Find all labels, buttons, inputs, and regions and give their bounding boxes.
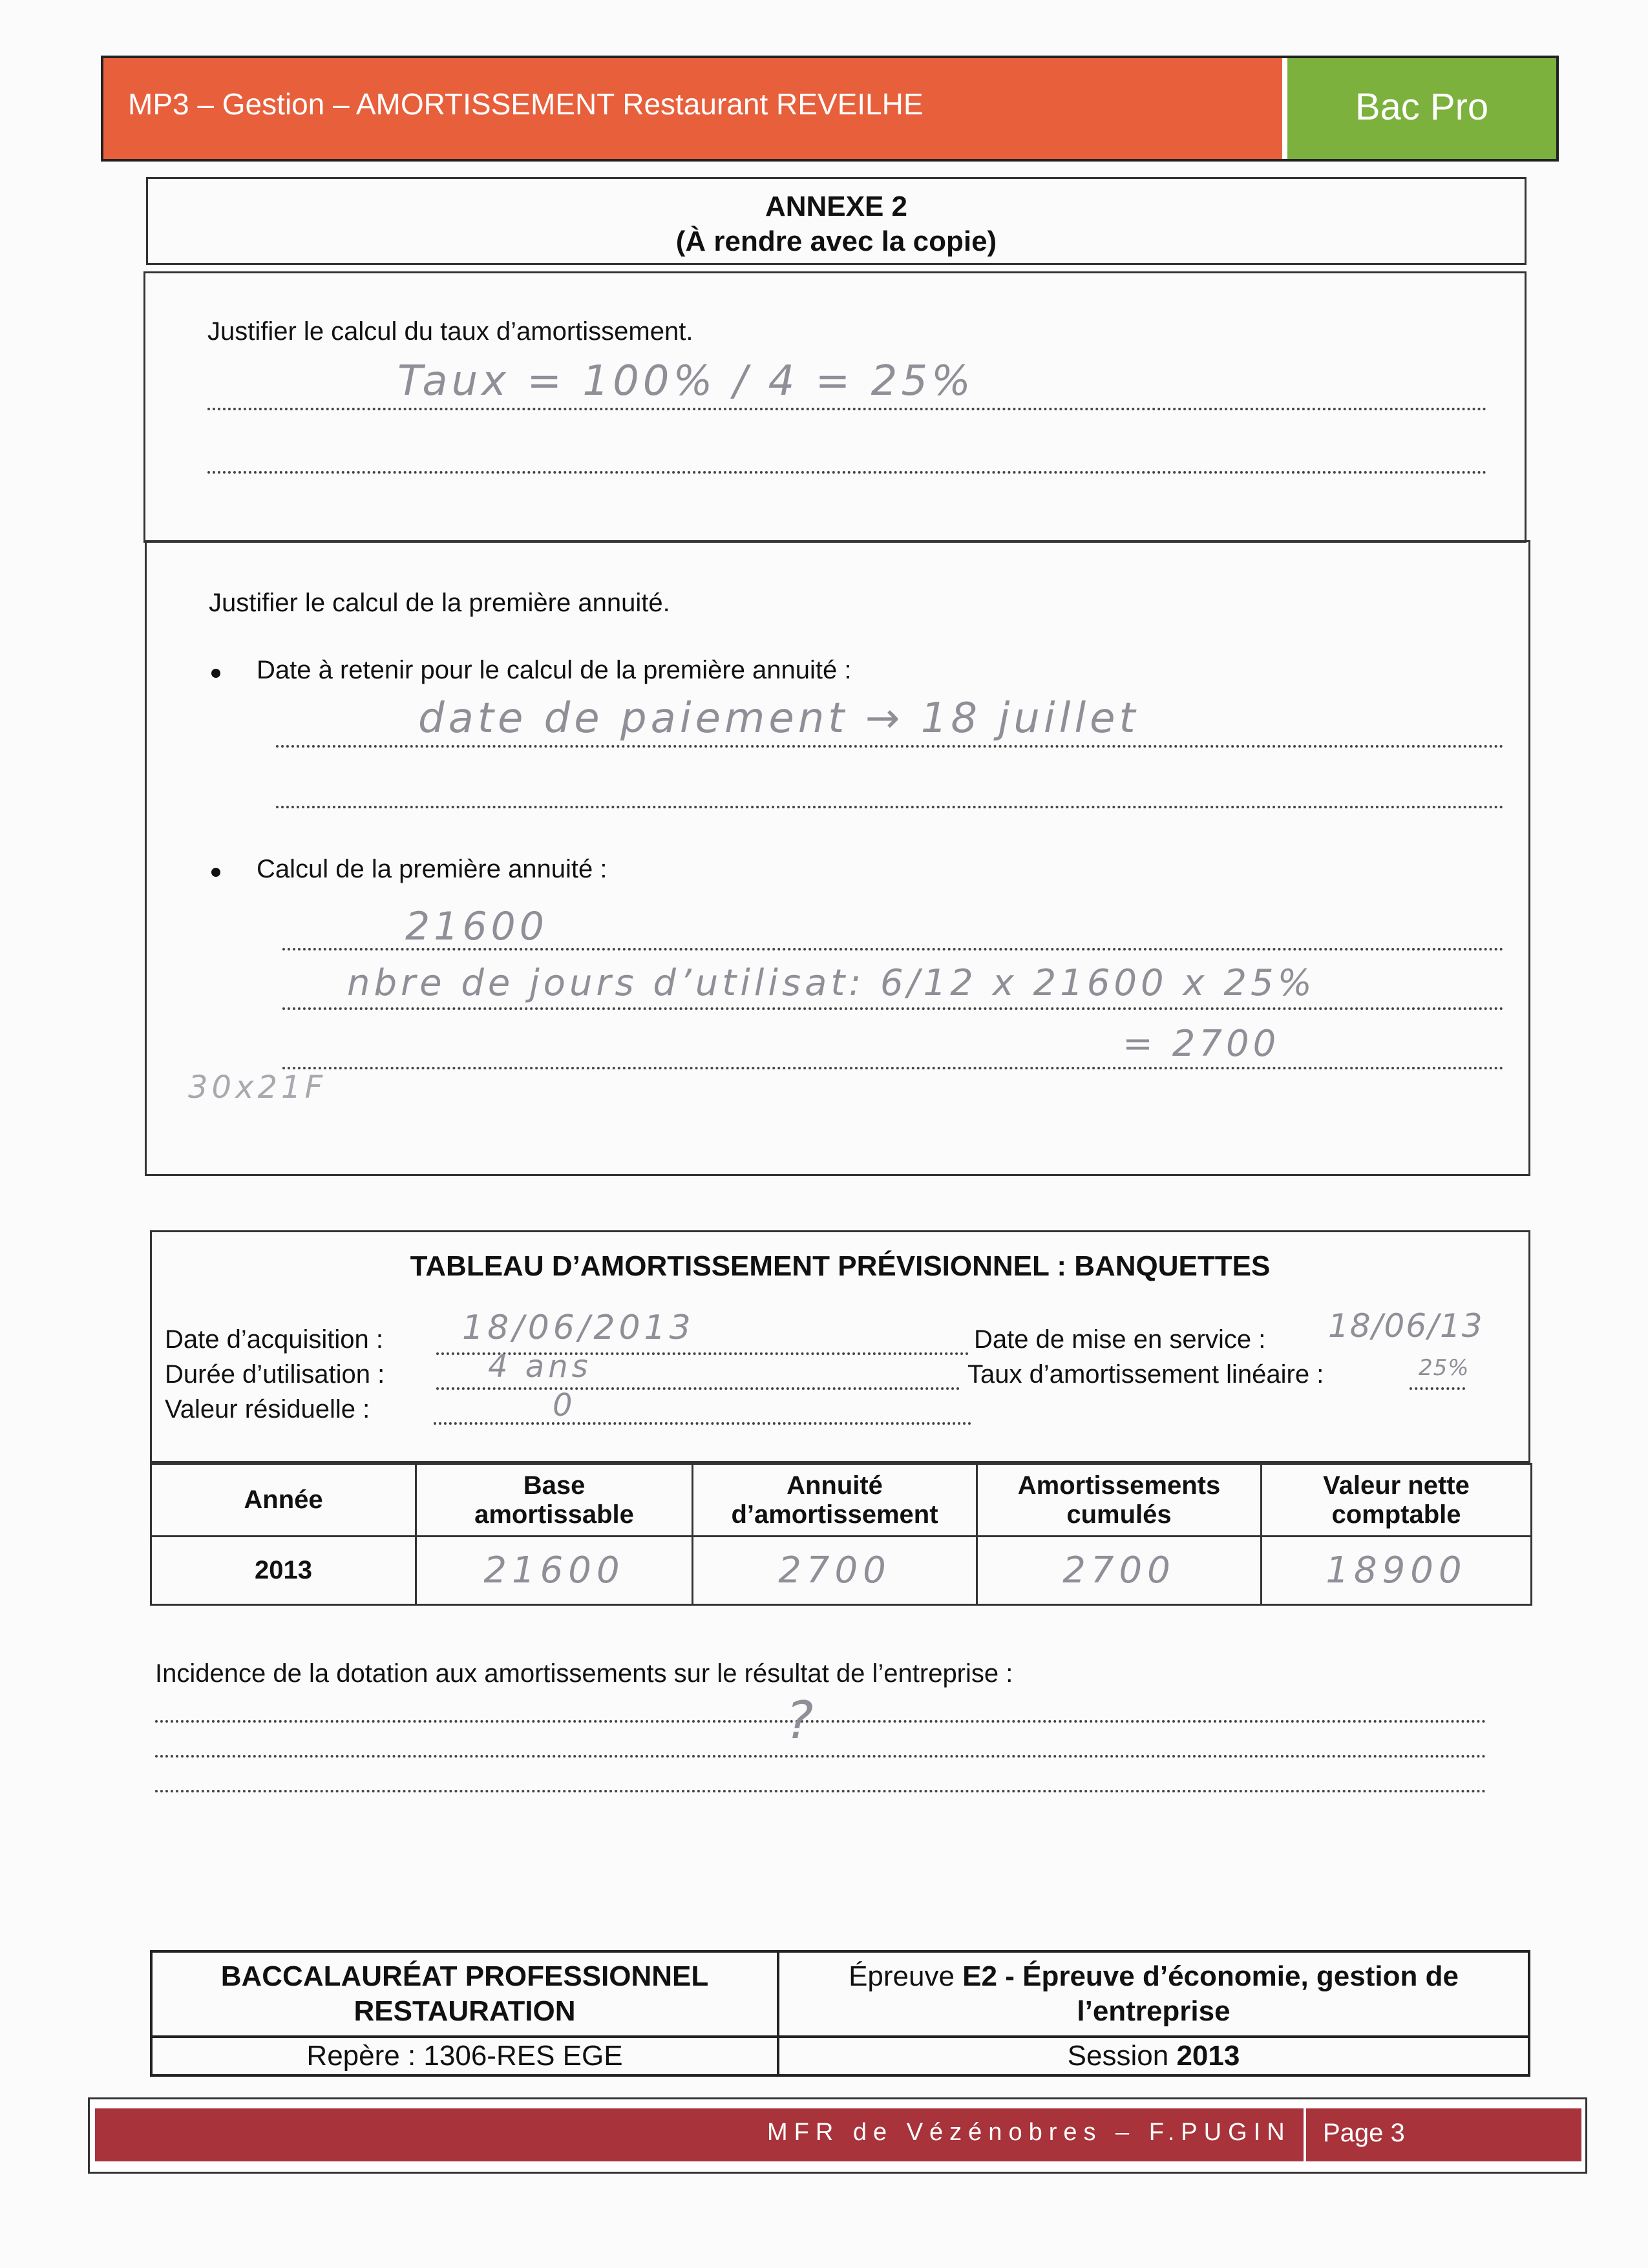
taux-section [143,271,1527,543]
answer-line [155,1720,1486,1723]
repere-cell [151,2037,778,2075]
session-year: 2013 [1176,2040,1240,2072]
tableau-info-box [150,1230,1530,1463]
answer-line [276,745,1504,748]
date-acquisition-label: Date d’acquisition : [165,1325,383,1354]
answer-line [155,1790,1486,1792]
answer-line [207,408,1487,410]
answer-line [282,1007,1504,1010]
calc-handwritten-line-3: = 2700 [1123,1023,1280,1065]
taux-prompt: Justifier le calcul du taux d’amortissement. [207,317,693,346]
date-service-value: 18/06/13 [1328,1307,1484,1345]
document-footer [88,2097,1587,2174]
date-handwritten-answer: date de paiement → 18 juillet [418,695,1139,742]
answer-line [282,1067,1504,1069]
tableau-title: TABLEAU D’AMORTISSEMENT PRÉVISIONNEL : BANQUETTES [410,1250,1271,1282]
footer-school: MFR de Vézénobres – F.PUGIN [767,2119,1291,2146]
duree-label: Durée d’utilisation : [165,1360,385,1389]
table-cell-vnc: 18900 [1262,1537,1532,1605]
valeur-residuelle-label: Valeur résiduelle : [165,1395,370,1423]
epreuve-code: E2 [962,1960,997,1992]
footer-page-number: Page 3 [1323,2119,1405,2147]
diploma-name: BACCALAURÉAT PROFESSIONNEL RESTAURATION [220,1960,709,2027]
column-header: Année [151,1464,416,1537]
column-header: Base amortissable [416,1464,693,1537]
taux-handwritten-answer: Taux = 100% / 4 = 25% [397,357,975,405]
document-header [101,56,1559,162]
answer-line [155,1755,1486,1758]
diploma-cell [151,1951,778,2037]
table-cell-cumules: 2700 [977,1537,1262,1605]
table-cell-annuite: 2700 [693,1537,977,1605]
answer-line [1410,1387,1465,1390]
session-prefix: Session [1067,2040,1177,2072]
date-service-label: Date de mise en service : [974,1325,1266,1354]
answer-line [207,471,1487,474]
footer-bar [95,2108,1581,2161]
epreuve-prefix: Épreuve [849,1960,963,1992]
answer-line [434,1422,971,1425]
column-header: Annuité d’amortissement [693,1464,977,1537]
taux-lineaire-value: 25% [1419,1355,1470,1381]
annexe-subtitle: (À rendre avec la copie) [675,226,997,257]
column-header: Amortissements cumulés [977,1464,1262,1537]
margin-note: 30x21F [188,1069,327,1106]
annuite-prompt: Justifier le calcul de la première annuité. [209,589,670,617]
header-title-bar [103,58,1286,159]
answer-line [276,806,1504,808]
header-level: Bac Pro [1355,86,1489,128]
incidence-handwritten-answer: ? [786,1690,818,1750]
header-level-bar [1287,58,1556,159]
epreuve-title: - Épreuve d’économie, gestion de l’entreprise [997,1960,1459,2027]
table-cell-base: 21600 [416,1537,693,1605]
calc-handwritten-line-1: 21600 [405,904,548,949]
calc-label: Calcul de la première annuité : [257,855,607,883]
epreuve-cell [778,1951,1529,2037]
repere: Repère : 1306-RES EGE [306,2040,623,2072]
column-header: Valeur nette comptable [1262,1464,1532,1537]
amortization-table [150,1463,1532,1606]
bullet-icon [211,868,220,877]
exam-info-box [150,1950,1530,2077]
incidence-label: Incidence de la dotation aux amortissements sur le résultat de l’entreprise : [155,1659,1013,1688]
table-cell-annee: 2013 [151,1537,416,1605]
header-title: MP3 – Gestion – AMORTISSEMENT Restaurant REVEILHE [128,87,924,121]
date-label: Date à retenir pour le calcul de la première annuité : [257,656,852,684]
annexe-title: ANNEXE 2 [765,191,908,222]
annexe-title-box [146,177,1527,265]
bullet-icon [211,669,220,678]
date-acquisition-value: 18/06/2013 [462,1308,695,1347]
valeur-residuelle-value: 0 [553,1387,576,1423]
table-row [151,1537,1532,1605]
footer-divider [1304,2108,1306,2161]
annuite-section [145,540,1530,1176]
session-cell [778,2037,1529,2075]
answer-line [436,1387,960,1390]
table-header-row [151,1464,1532,1537]
calc-handwritten-line-2: nbre de jours d’utilisat: 6/12 x 21600 x 25% [347,962,1316,1004]
duree-value: 4 ans [488,1349,592,1385]
taux-lineaire-label: Taux d’amortissement linéaire : [967,1360,1324,1389]
